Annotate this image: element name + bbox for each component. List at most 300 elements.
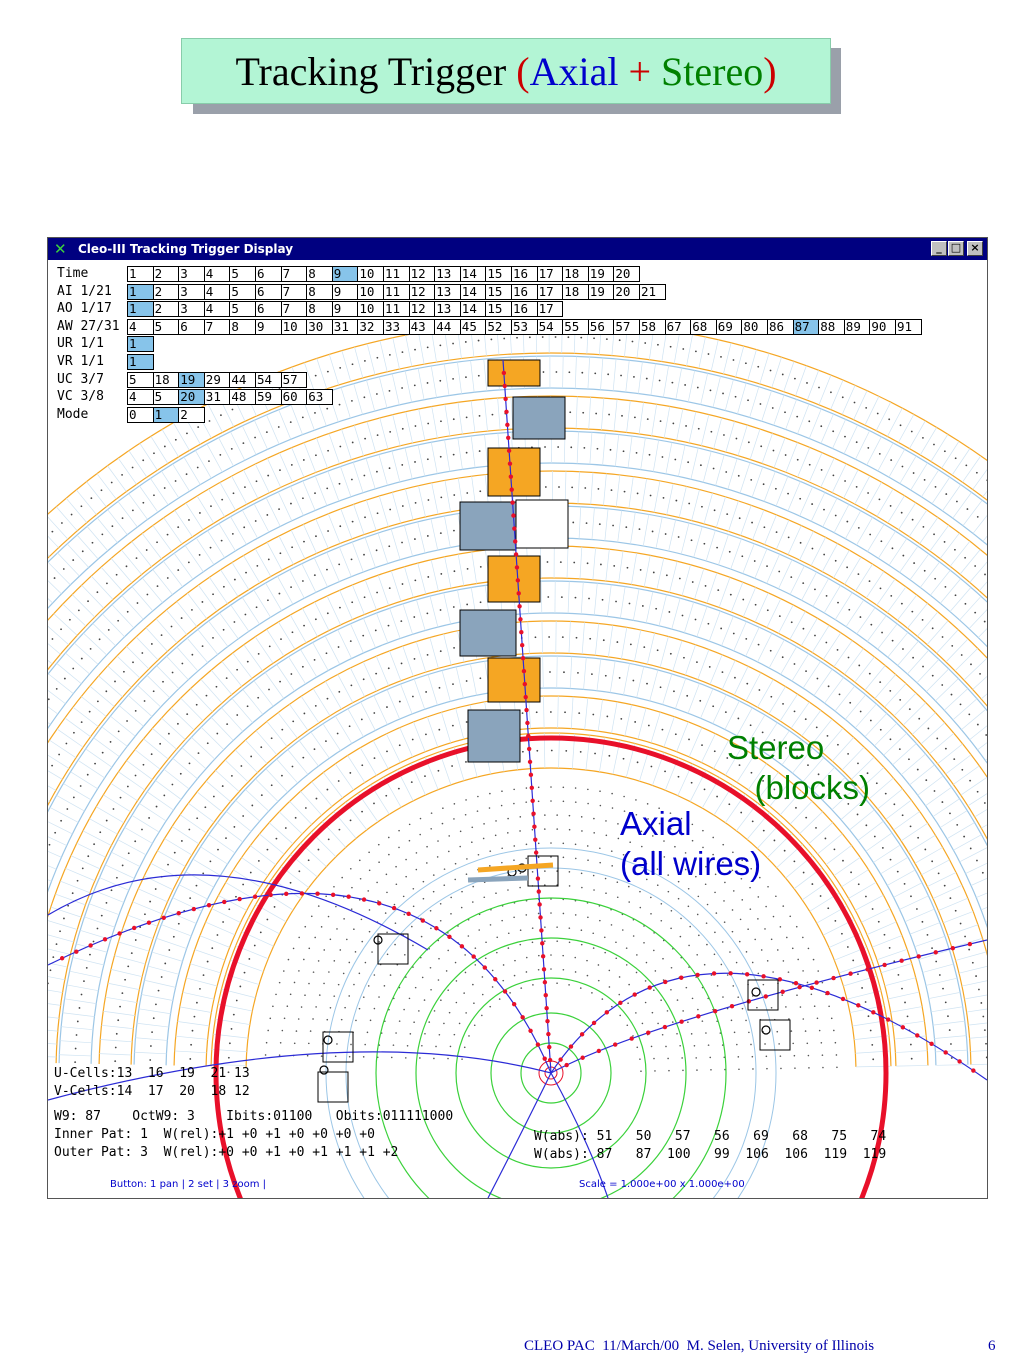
cell-divider xyxy=(419,409,425,440)
table-cell[interactable]: 1 xyxy=(127,266,154,282)
wire-dot xyxy=(284,1018,286,1020)
table-cell[interactable]: 91 xyxy=(895,319,922,335)
wire-dot xyxy=(461,891,463,893)
cell-divider xyxy=(380,418,388,449)
table-cell[interactable]: 57 xyxy=(281,372,308,388)
wire-dot xyxy=(223,629,225,631)
cell-divider xyxy=(432,407,438,438)
wire-dot xyxy=(695,619,697,621)
wire-dot xyxy=(805,718,807,720)
table-cell[interactable]: 16 xyxy=(511,301,538,317)
cell-divider xyxy=(200,936,230,948)
wire-dot xyxy=(60,820,62,822)
wire-dot xyxy=(198,752,200,754)
wire-dot xyxy=(805,1030,807,1032)
wire-dot xyxy=(440,420,442,422)
wire-dot xyxy=(459,1023,461,1025)
wire-dot xyxy=(722,671,724,673)
wire-dot xyxy=(389,467,391,469)
hit-dot xyxy=(520,1015,524,1019)
cell-divider xyxy=(188,803,214,822)
table-cell[interactable]: 10 xyxy=(357,301,384,317)
table-cell[interactable]: 4 xyxy=(204,284,231,300)
wire-dot xyxy=(699,700,701,702)
table-cell[interactable]: 54 xyxy=(255,372,282,388)
table-cell[interactable]: 6 xyxy=(178,319,205,335)
wire-dot xyxy=(489,807,491,809)
wire-dot xyxy=(376,882,378,884)
wire-dot xyxy=(452,725,454,727)
table-cell[interactable]: 30 xyxy=(306,319,333,335)
table-cell[interactable]: 33 xyxy=(383,319,410,335)
cell-divider xyxy=(157,851,185,867)
table-cell[interactable]: 54 xyxy=(537,319,564,335)
wire-dot xyxy=(868,1015,870,1017)
wire-dot xyxy=(911,611,913,613)
table-cell[interactable]: 18 xyxy=(153,372,180,388)
cell-divider xyxy=(57,795,85,811)
wire-dot xyxy=(203,974,205,976)
cell-divider xyxy=(528,622,530,654)
table-cell[interactable]: 5 xyxy=(229,266,256,282)
cell-divider xyxy=(441,712,450,743)
wire-dot xyxy=(746,951,748,953)
table-cell[interactable]: 19 xyxy=(588,284,615,300)
table-cell[interactable]: 3 xyxy=(178,301,205,317)
hit-dot xyxy=(74,950,78,954)
close-button[interactable]: × xyxy=(967,241,983,256)
cell-divider xyxy=(91,576,113,599)
table-cell[interactable]: 3 xyxy=(178,266,205,282)
wire-dot xyxy=(472,901,474,903)
wire-dot xyxy=(177,723,179,725)
wire-dot xyxy=(207,961,209,963)
wire-dot xyxy=(985,734,987,736)
wire-dot xyxy=(849,702,851,704)
wire-dot xyxy=(281,729,283,731)
wire-dot xyxy=(598,964,600,966)
wire-dot xyxy=(265,1054,267,1056)
wire-dot xyxy=(226,677,228,679)
wire-dot xyxy=(526,971,528,973)
table-cell[interactable]: 32 xyxy=(357,319,384,335)
table-cell[interactable]: 18 xyxy=(562,266,589,282)
table-cell[interactable]: 13 xyxy=(434,266,461,282)
table-cell[interactable]: 12 xyxy=(409,284,436,300)
wire-dot xyxy=(520,929,522,931)
table-cell[interactable]: 4 xyxy=(127,319,154,335)
table-cell[interactable]: 5 xyxy=(229,301,256,317)
wire-dot xyxy=(675,500,677,502)
wire-dot xyxy=(529,336,531,338)
stereo-block xyxy=(460,610,516,656)
cell-divider xyxy=(266,415,279,444)
hit-dot xyxy=(517,604,521,608)
wire-dot xyxy=(666,574,668,576)
table-cell[interactable]: 69 xyxy=(716,319,743,335)
table-cell[interactable]: 19 xyxy=(588,266,615,282)
wire-dot xyxy=(633,376,635,378)
wire-dot xyxy=(773,450,775,452)
table-cell[interactable]: 86 xyxy=(767,319,794,335)
table-cell[interactable]: 1 xyxy=(127,336,154,352)
wire-dot xyxy=(362,635,364,637)
wire-dot xyxy=(111,525,113,527)
wire-dot xyxy=(314,412,316,414)
wire-dot xyxy=(724,921,726,923)
wire-dot xyxy=(716,912,718,914)
maximize-button[interactable]: □ xyxy=(948,241,964,256)
wire-dot xyxy=(314,574,316,576)
wire-dot xyxy=(797,459,799,461)
wire-dot xyxy=(471,841,473,843)
wire-dot xyxy=(399,744,401,746)
table-cell[interactable]: 48 xyxy=(229,389,256,405)
table-cell[interactable]: 68 xyxy=(690,319,717,335)
cell-divider xyxy=(701,734,715,763)
wire-dot xyxy=(600,564,602,566)
wire-dot xyxy=(231,1028,233,1030)
table-cell[interactable]: 18 xyxy=(562,284,589,300)
wire-dot xyxy=(388,625,390,627)
wire-dot xyxy=(67,905,69,907)
table-cell[interactable]: 9 xyxy=(332,266,359,282)
table-cell[interactable]: 6 xyxy=(255,301,282,317)
cell-divider xyxy=(242,597,259,624)
wire-dot xyxy=(196,885,198,887)
table-cell[interactable]: 31 xyxy=(332,319,359,335)
table-cell[interactable]: 60 xyxy=(281,389,308,405)
table-cell[interactable]: 4 xyxy=(204,301,231,317)
table-cell[interactable]: 15 xyxy=(485,266,512,282)
table-cell[interactable]: 3 xyxy=(178,284,205,300)
table-cell[interactable]: 44 xyxy=(229,372,256,388)
cell-divider xyxy=(911,463,928,490)
table-cell[interactable]: 31 xyxy=(204,389,231,405)
table-cell[interactable]: 63 xyxy=(306,389,333,405)
cell-divider xyxy=(633,589,639,620)
table-cell[interactable]: 89 xyxy=(844,319,871,335)
cell-divider xyxy=(316,519,329,548)
wire-dot xyxy=(110,741,112,743)
wire-dot xyxy=(599,862,601,864)
table-cell[interactable]: 20 xyxy=(178,389,205,405)
table-cell[interactable]: 87 xyxy=(793,319,820,335)
wire-dot xyxy=(911,431,913,433)
cell-divider xyxy=(431,331,436,363)
wire-dot xyxy=(315,705,317,707)
wire-dot xyxy=(415,987,417,989)
table-cell[interactable]: 9 xyxy=(255,319,282,335)
cell-divider xyxy=(99,1054,131,1055)
table-cell[interactable]: 14 xyxy=(460,266,487,282)
table-cell[interactable]: 0 xyxy=(127,407,154,423)
cell-divider xyxy=(688,371,694,402)
wire-dot xyxy=(399,1020,401,1022)
wire-dot xyxy=(955,457,957,459)
wire-dot xyxy=(917,769,919,771)
wire-dot xyxy=(595,413,597,415)
table-cell[interactable]: 2 xyxy=(153,301,180,317)
cell-divider xyxy=(858,821,884,840)
wire-dot xyxy=(593,818,595,820)
minimize-button[interactable]: _ xyxy=(931,241,947,256)
table-cell[interactable]: 8 xyxy=(306,301,333,317)
wire-dot xyxy=(295,817,297,819)
wire-dot xyxy=(790,576,792,578)
cell-divider xyxy=(498,398,501,430)
cell-divider xyxy=(576,397,577,429)
table-cell[interactable]: 44 xyxy=(434,319,461,335)
table-cell[interactable]: 20 xyxy=(613,284,640,300)
wire-dot xyxy=(624,491,626,493)
cell-divider xyxy=(231,517,247,545)
cell-divider xyxy=(267,458,280,487)
table-cell[interactable]: 9 xyxy=(332,284,359,300)
wire-dot xyxy=(364,360,366,362)
cell-divider xyxy=(737,383,746,414)
table-cell[interactable]: 90 xyxy=(869,319,896,335)
wire-dot xyxy=(710,389,712,391)
wire-dot xyxy=(116,877,118,879)
wire-dot xyxy=(405,876,407,878)
wire-dot xyxy=(489,865,491,867)
wire-dot xyxy=(608,414,610,416)
cell-divider xyxy=(161,471,178,498)
wire-dot xyxy=(975,975,977,977)
wire-dot xyxy=(450,1046,452,1048)
wire-dot xyxy=(314,659,316,661)
table-cell[interactable]: 58 xyxy=(639,319,666,335)
table-cell[interactable]: 10 xyxy=(357,284,384,300)
wire-dot xyxy=(164,446,166,448)
cell-divider xyxy=(964,993,987,999)
table-cell[interactable]: 67 xyxy=(665,319,692,335)
wire-dot xyxy=(856,441,858,443)
wire-dot xyxy=(89,711,91,713)
axial-annotation: Axial (all wires) xyxy=(620,805,762,882)
table-cell[interactable]: 7 xyxy=(204,319,231,335)
table-cell[interactable]: 10 xyxy=(281,319,308,335)
wire-dot xyxy=(304,926,306,928)
table-cell[interactable]: 52 xyxy=(485,319,512,335)
table-cell[interactable]: 17 xyxy=(537,301,564,317)
table-cell[interactable]: 17 xyxy=(537,284,564,300)
hit-dot xyxy=(540,941,544,945)
wire-dot xyxy=(363,554,365,556)
wire-dot xyxy=(784,850,786,852)
cell-divider xyxy=(780,694,797,721)
table-cell[interactable]: 57 xyxy=(613,319,640,335)
table-cell[interactable]: 8 xyxy=(306,284,333,300)
table-cell[interactable]: 6 xyxy=(255,284,282,300)
wire-dot xyxy=(729,951,731,953)
table-cell[interactable]: 2 xyxy=(153,266,180,282)
cell-divider xyxy=(716,497,725,528)
wire-dot xyxy=(880,729,882,731)
cell-divider xyxy=(179,885,208,899)
wire-dot xyxy=(328,838,330,840)
wire-dot xyxy=(451,765,453,767)
table-cell[interactable]: 1 xyxy=(153,407,180,423)
table-cell[interactable]: 20 xyxy=(613,266,640,282)
wire-dot xyxy=(842,396,844,398)
table-cell[interactable]: 59 xyxy=(255,389,282,405)
wire-dot xyxy=(106,820,108,822)
wire-dot xyxy=(411,781,413,783)
cell-divider xyxy=(220,613,239,639)
table-cell[interactable]: 80 xyxy=(741,319,768,335)
wire-dot xyxy=(248,958,250,960)
hit-dot xyxy=(237,897,241,901)
table-cell[interactable]: 14 xyxy=(460,301,487,317)
cell-divider xyxy=(788,481,800,510)
table-cell[interactable]: 6 xyxy=(255,266,282,282)
table-cell[interactable]: 1 xyxy=(127,301,154,317)
hit-dot xyxy=(713,1009,717,1013)
table-cell[interactable]: 9 xyxy=(332,301,359,317)
wire-dot xyxy=(513,859,515,861)
wire-dot xyxy=(680,936,682,938)
table-cell[interactable]: 1 xyxy=(127,354,154,370)
wire-dot xyxy=(934,578,936,580)
cell-divider xyxy=(254,681,273,707)
table-cell[interactable]: 2 xyxy=(153,284,180,300)
cell-divider xyxy=(77,535,98,559)
cell-divider xyxy=(772,357,782,387)
table-cell[interactable]: 11 xyxy=(383,284,410,300)
wire-dot xyxy=(544,814,546,816)
cell-divider xyxy=(390,608,400,638)
table-cell[interactable]: 13 xyxy=(434,301,461,317)
wire-dot xyxy=(659,380,661,382)
cell-divider xyxy=(57,663,82,683)
table-cell[interactable]: 8 xyxy=(306,266,333,282)
wire-dot xyxy=(327,612,329,614)
wire-dot xyxy=(242,815,244,817)
table-cell[interactable]: 15 xyxy=(485,301,512,317)
wire-dot xyxy=(612,525,614,527)
table-cell[interactable]: 8 xyxy=(229,319,256,335)
wire-dot xyxy=(924,849,926,851)
table-cell[interactable]: 19 xyxy=(178,372,205,388)
wire-dot xyxy=(647,418,649,420)
wire-dot xyxy=(575,971,577,973)
wire-dot xyxy=(375,630,377,632)
wire-dot xyxy=(413,906,415,908)
wire-dot xyxy=(190,1044,192,1046)
table-cell[interactable]: 45 xyxy=(460,319,487,335)
wire-dot xyxy=(410,1033,412,1035)
table-cell[interactable]: 53 xyxy=(511,319,538,335)
table-cell[interactable]: 7 xyxy=(281,284,308,300)
wire-dot xyxy=(939,974,941,976)
wire-dot xyxy=(376,471,378,473)
wire-dot xyxy=(479,450,481,452)
wire-dot xyxy=(394,904,396,906)
cell-divider xyxy=(650,670,658,701)
wire-dot xyxy=(734,1032,736,1034)
wire-dot xyxy=(605,820,607,822)
table-cell[interactable]: 56 xyxy=(588,319,615,335)
table-cell[interactable]: 12 xyxy=(409,266,436,282)
wire-dot xyxy=(327,698,329,700)
table-cell[interactable]: 88 xyxy=(818,319,845,335)
table-cell[interactable]: 2 xyxy=(178,407,205,423)
wire-dot xyxy=(434,1010,436,1012)
wire-dot xyxy=(101,489,103,491)
table-cell[interactable]: 1 xyxy=(127,284,154,300)
table-cell[interactable]: 7 xyxy=(281,266,308,282)
wire-dot xyxy=(267,849,269,851)
wire-dot xyxy=(336,1043,338,1045)
wire-dot xyxy=(483,823,485,825)
table-cell[interactable]: 15 xyxy=(485,284,512,300)
wire-dot xyxy=(280,1042,282,1044)
layer-inner-arc xyxy=(131,653,971,1065)
table-cell[interactable]: 12 xyxy=(409,301,436,317)
table-cell[interactable]: 55 xyxy=(562,319,589,335)
table-cell[interactable]: 17 xyxy=(537,266,564,282)
cell-divider xyxy=(177,647,198,671)
wire-dot xyxy=(162,681,164,683)
table-cell[interactable]: 5 xyxy=(153,319,180,335)
x-icon[interactable]: ✕ xyxy=(54,240,67,258)
wire-dot xyxy=(427,382,429,384)
wire-dot xyxy=(667,1010,669,1012)
table-cell[interactable]: 16 xyxy=(511,284,538,300)
wire-dot xyxy=(251,805,253,807)
table-cell[interactable]: 11 xyxy=(383,301,410,317)
wire-dot xyxy=(339,525,341,527)
table-cell[interactable]: 16 xyxy=(511,266,538,282)
wire-dot xyxy=(950,1043,952,1045)
table-cell[interactable]: 5 xyxy=(153,389,180,405)
table-cell[interactable]: 14 xyxy=(460,284,487,300)
table-cell[interactable]: 11 xyxy=(383,266,410,282)
cell-divider xyxy=(821,458,834,487)
table-cell[interactable]: 4 xyxy=(204,266,231,282)
inner-pattern-readout: Inner Pat: 1 W(rel):+1 +0 +1 +0 +0 +0 +0 xyxy=(54,1127,375,1142)
cell-divider xyxy=(279,410,291,440)
table-cell[interactable]: 4 xyxy=(127,389,154,405)
wire-dot xyxy=(778,1043,780,1045)
wire-dot xyxy=(872,908,874,910)
wire-dot xyxy=(758,644,760,646)
table-cell[interactable]: 10 xyxy=(357,266,384,282)
wire-dot xyxy=(151,643,153,645)
cell-divider xyxy=(135,1052,167,1054)
wire-dot xyxy=(172,672,174,674)
cell-divider xyxy=(651,712,660,743)
cell-divider xyxy=(329,433,339,463)
wire-dot xyxy=(361,941,363,943)
table-cell[interactable]: 21 xyxy=(639,284,666,300)
wire-dot xyxy=(717,985,719,987)
hit-dot xyxy=(679,1019,683,1023)
table-cell[interactable]: 13 xyxy=(434,284,461,300)
window-titlebar[interactable] xyxy=(48,238,987,260)
table-cell[interactable]: 29 xyxy=(204,372,231,388)
table-cell[interactable]: 5 xyxy=(229,284,256,300)
cell-divider xyxy=(921,860,949,875)
wire-dot xyxy=(466,858,468,860)
wire-dot xyxy=(228,908,230,910)
table-cell[interactable]: 43 xyxy=(409,319,436,335)
stereo-annotation: Stereo (blocks) xyxy=(727,729,871,806)
table-cell[interactable]: 5 xyxy=(127,372,154,388)
table-cell[interactable]: 7 xyxy=(281,301,308,317)
